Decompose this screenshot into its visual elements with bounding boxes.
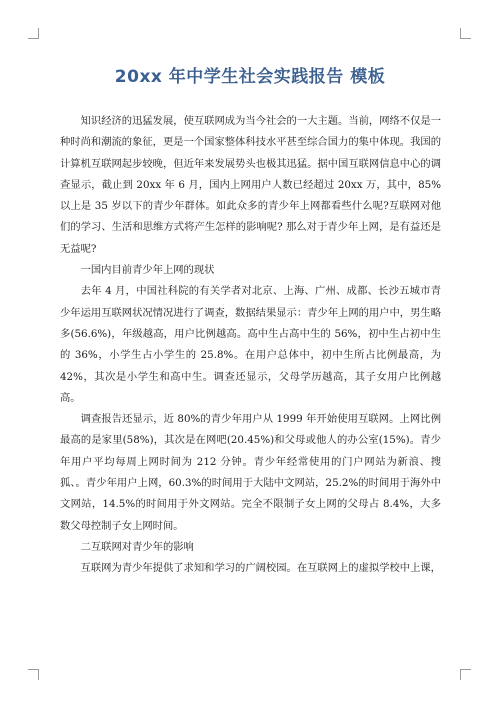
crop-mark-top-right [460, 28, 471, 39]
crop-mark-top-left [28, 28, 39, 39]
document-body [60, 111, 441, 580]
paragraph-impact: 互联网为青少年提供了求知和学习的广阔校园。在互联网上的虚拟学校中上课， [80, 562, 441, 575]
paragraph-survey: 去年 4 月，中国社科院的有关学者对北京、上海、广州、成都、长沙五城市青少年运用互联网状况情况进行了调查，数据结果显示：青少年上网的用户中，男生略多(56.6%)，年级越高，用户比例越高。高中生占高中生的 56%，初中生占初中生的 36%，小学生占小学生的 25.8%。在用户总体中，初中生所占比例最高，为 42%，其次是小学生和高中生。调查还显示，父母学历越高，其子女用户比例越高。 [60, 285, 441, 404]
paragraph-intro: 知识经济的迅猛发展，使互联网成为当今社会的一大主题。当前，网络不仅是一种时尚和潮流的象征，更是一个国家整体科技水平甚至综合国力的集中体现。我国的计算机互联网起步较晚，但近年来发展势头也极其迅猛。据中国互联网信息中心的调查显示，截止到 20xx 年 6 月，国内上网用户人数已经超过 20xx 万，其中，85%以上是 35 岁以下的青少年群体。如此众多的青少年上网都看些什么呢?互联网对他们的学习、生活和思维方式将产生怎样的影响呢? 那么对于青少年上网，是有益还是无益呢? [60, 115, 441, 255]
section-heading-1: 一国内目前青少年上网的现状 [80, 264, 215, 277]
paragraph-report: 调查报告还显示，近 80%的青少年用户从 1999 年开始使用互联网。上网比例最高的是家里(58%)，其次是在网吧(20.45%)和父母或他人的办公室(15%)。青少年用户平均每周上网时间为 212 分钟。青少年经常使用的门户网站为新浪、搜狐、。青少年用户上网，60.3%的时间用于大陆中文网站，25.2%的时间用于海外中文网站，14.5%的时间用于外文网站。完全不限制子女上网的父母占 8.4%，大多数父母控制子女上网时间。 [60, 413, 441, 532]
crop-mark-bottom-right [460, 669, 471, 680]
crop-mark-bottom-left [28, 669, 39, 680]
document-title: 20xx 年中学生社会实践报告 模板 [114, 67, 386, 87]
section-heading-2: 二互联网对青少年的影响 [80, 540, 194, 553]
